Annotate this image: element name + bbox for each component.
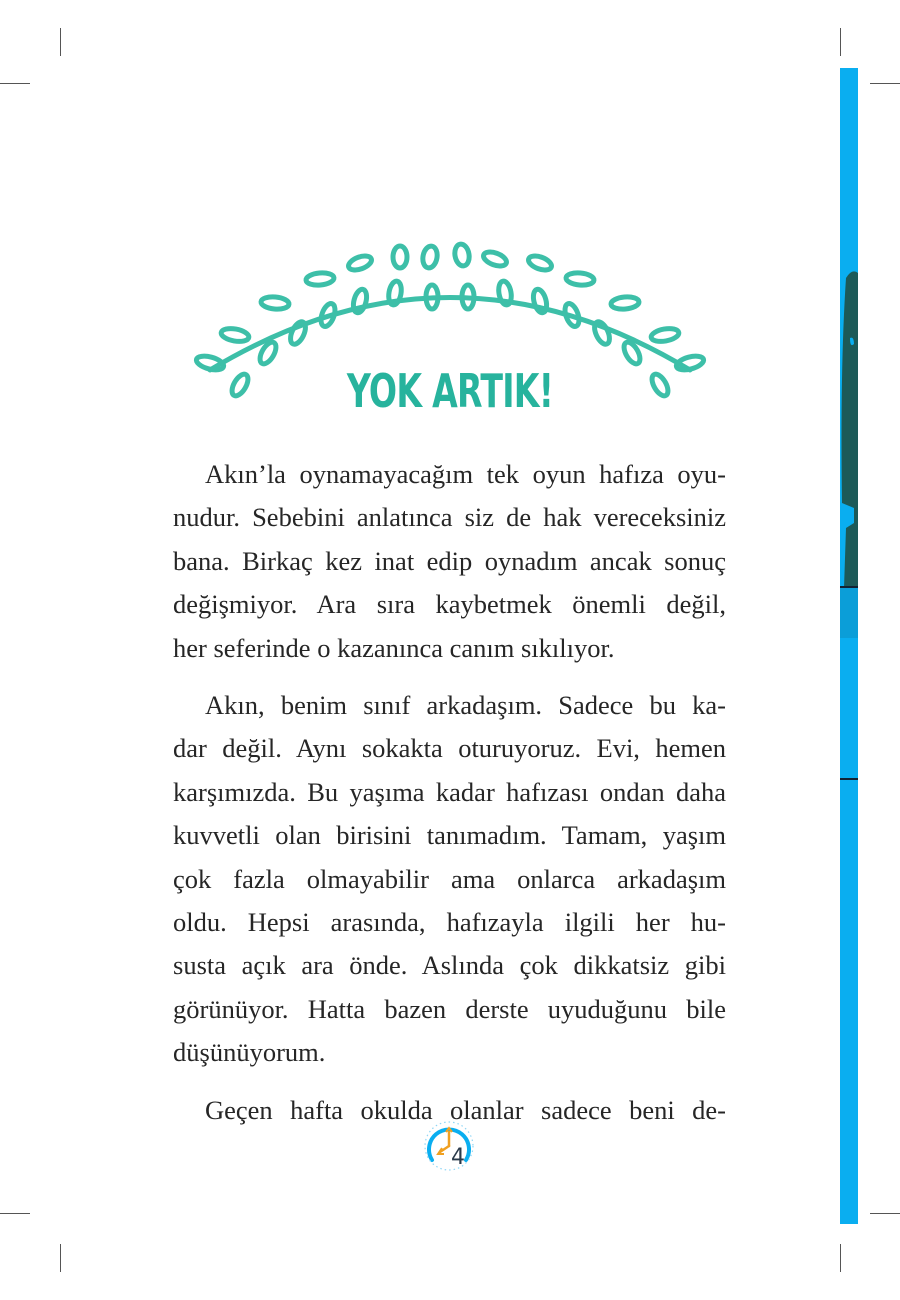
- page-number: 4: [451, 1145, 465, 1170]
- crop-mark: [840, 28, 841, 56]
- text-line: Geçen hafta okulda olanlar sadece beni de-: [205, 1094, 726, 1125]
- chapter-title: YOK ARTIK!: [346, 364, 554, 418]
- text-line: Akın’la oynamayacağım tek oyun hafıza oyu-: [205, 459, 726, 489]
- text-line: her seferinde o kazanınca canım sıkılıyor.: [173, 632, 615, 663]
- crop-mark: [840, 1244, 841, 1272]
- cover-art-fragment: [840, 68, 858, 1224]
- crop-mark: [0, 83, 30, 84]
- cover-edge-strip: [840, 68, 858, 1224]
- text-line: susta açık ara önde. Aslında çok dikkatsiz gibi: [173, 950, 726, 981]
- clock-icon: [420, 1120, 478, 1172]
- text-line: kuvvetli olan birisini tanımadım. Tamam, yaşım: [173, 820, 726, 851]
- text-line: değişmiyor. Ara sıra kaybetmek önemli değil,: [173, 589, 726, 620]
- crop-mark: [60, 1244, 61, 1272]
- text-line: bana. Birkaç kez inat edip oynadım ancak sonuç: [173, 545, 726, 576]
- text-line: çok fazla olmayabilir ama onlarca arkadaşım: [173, 863, 726, 894]
- text-line: oldu. Hepsi arasında, hafızayla ilgili her hu-: [173, 907, 726, 938]
- text-line: dar değil. Aynı sokakta oturuyoruz. Evi, hemen: [173, 733, 726, 764]
- text-line: düşünüyorum.: [173, 1037, 326, 1068]
- text-line: görünüyor. Hatta bazen derste uyuduğunu bile: [173, 993, 726, 1024]
- crop-mark: [0, 1213, 30, 1214]
- crop-mark: [60, 28, 61, 56]
- paragraph: [173, 684, 726, 1075]
- crop-mark: [870, 1213, 900, 1214]
- body-text: [173, 453, 726, 1132]
- text-line: Akın, benim sınıf arkadaşım. Sadece bu ka-: [205, 690, 726, 721]
- text-line: nudur. Sebebini anlatınca siz de hak vereceksiniz: [173, 502, 726, 533]
- paragraph: [173, 453, 726, 670]
- crop-mark: [870, 83, 900, 84]
- text-line: karşımızda. Bu yaşıma kadar hafızası ondan daha: [173, 776, 726, 807]
